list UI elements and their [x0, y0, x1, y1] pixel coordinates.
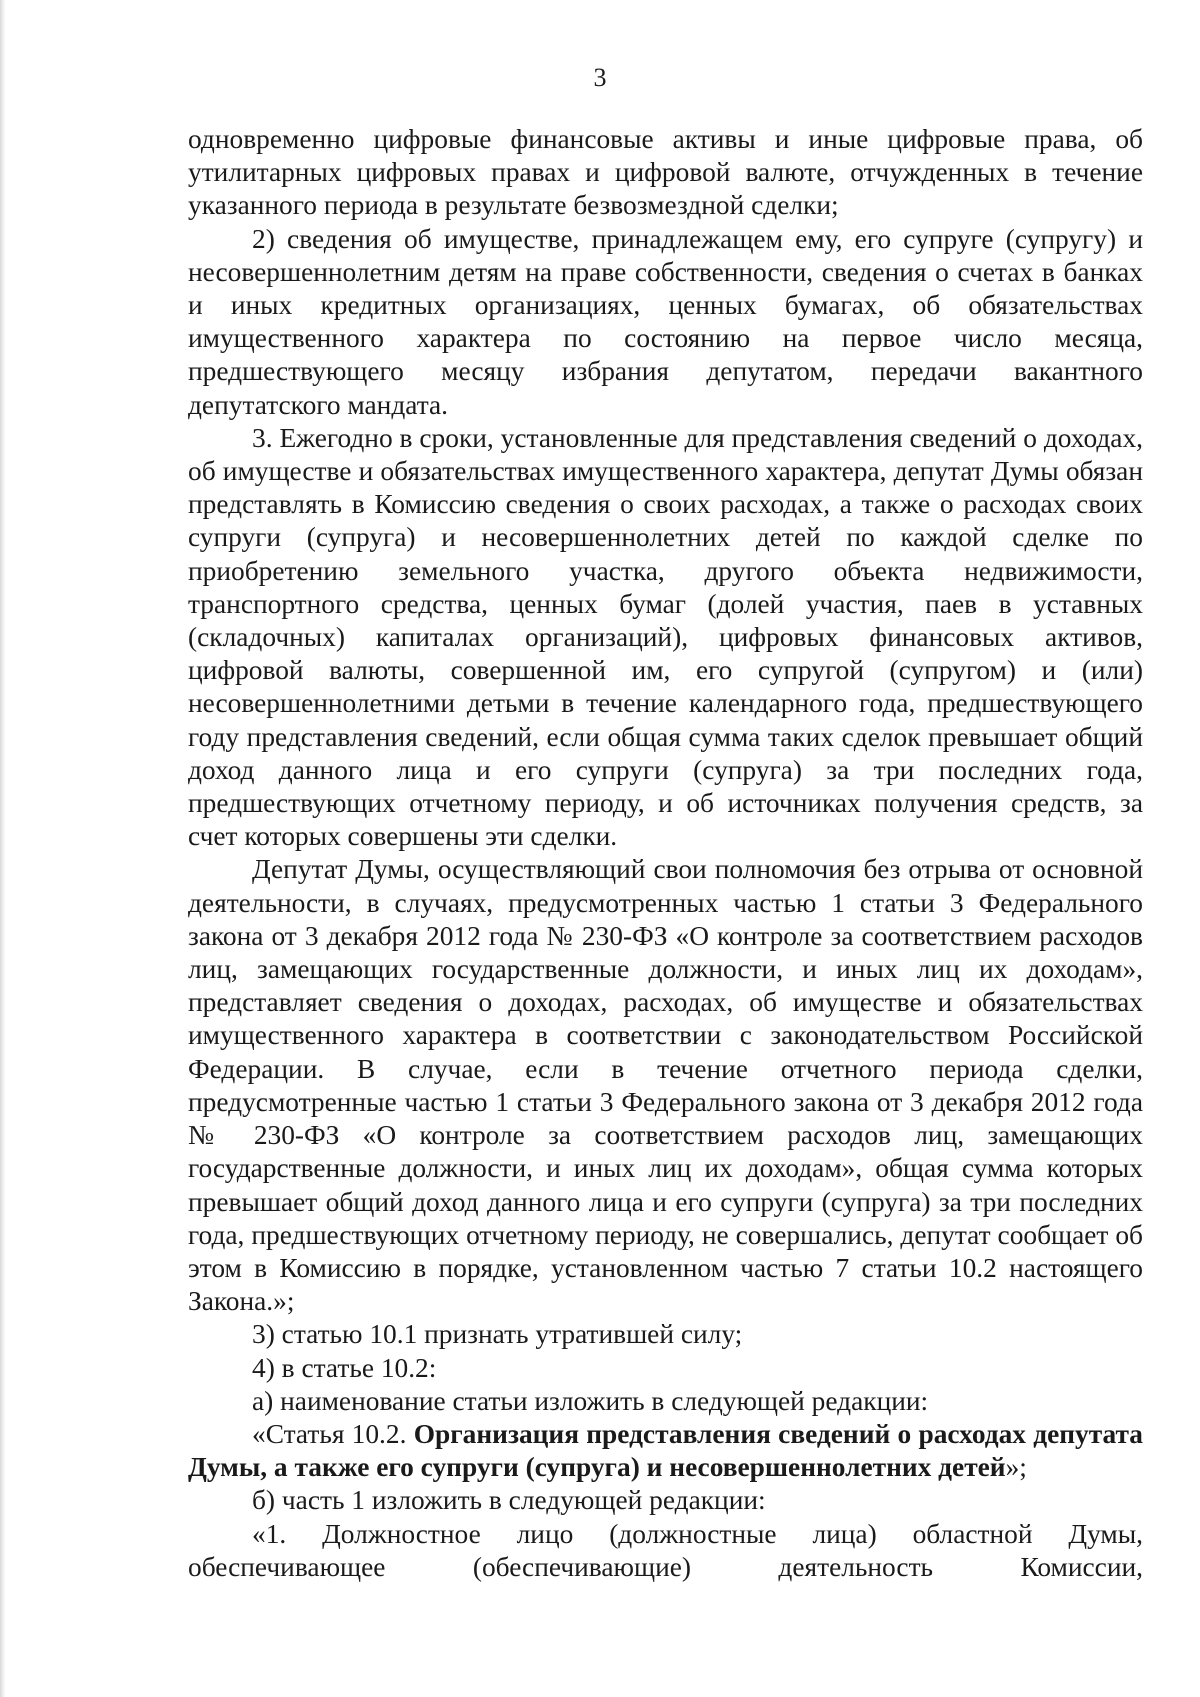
paragraph-deputy-duty: Депутат Думы, осуществляющий свои полномочия без отрыва от основной деятельности, в случаях, предусмотренных частью 1 статьи 3 Федерального закона от 3 декабря 2012 года № 230-ФЗ «О контроле за соответствием расходов лиц, замещающих государственные должности, и иных лиц их доходам», представляет сведения о доходах, расходах, об имуществе и обязательствах имущественного характера в соответствии с законодательством Российской Федерации. В случае, если в течение отчетного периода сделки, предусмотренные частью 1 статьи 3 Федерального закона от 3 декабря 2012 года № 230-ФЗ «О контроле за соответствием расходов лиц, замещающих государственные должности, и иных лиц их доходам», общая сумма которых превышает общий доход данного лица и его супруги (супруга) за три последних года, предшествующих отчетному периоду, не совершались, депутат сообщает об этом в Комиссию в порядке, установленном частью 7 статьи 10.2 настоящего Закона.»; [188, 854, 1143, 1317]
scan-edge-shadow [0, 0, 6, 1697]
paragraph-part-3: 3. Ежегодно в сроки, установленные для представления сведений о доходах, об имуществе и обязательствах имущественного характера, депутат Думы обязан представлять в Комиссию сведения о своих расходах, а также о расходах своих супруги (супруга) и несовершеннолетних детей по каждой сделке по приобретению земельного участка, другого объекта недвижимости, транспортного средства, ценных бумаг (долей участия, паев в уставных (складочных) капиталах организаций), цифровых финансовых активов, цифровой валюты, совершенной им, его супругой (супругом) и (или) несовершеннолетними детьми в течение календарного года, предшествующего году представления сведений, если общая сумма таких сделок превышает общий доход данного лица и его супруги (супруга) за три последних года, предшествующих отчетному периоду, и об источниках получения средств, за счет которых совершены эти сделки. [188, 422, 1143, 852]
page-number: 3 [593, 63, 607, 92]
document-body [188, 123, 1143, 1584]
article-heading [188, 1418, 1143, 1484]
article-heading-prefix: «Статья 10.2. [252, 1418, 414, 1449]
article-heading-suffix: »; [1005, 1452, 1027, 1483]
paragraph-item-2: 2) сведения об имуществе, принадлежащем ему, его супруге (супругу) и несовершеннолетним детям на праве собственности, сведения о счетах в банках и иных кредитных организациях, ценных бумагах, об обязательствах имущественного характера по состоянию на первое число месяца, предшествующего месяцу избрания депутатом, передачи вакантного депутатского мандата. [188, 223, 1143, 420]
paragraph-item-a: а) наименование статьи изложить в следующей редакции: [252, 1385, 929, 1416]
paragraph-item-3: 3) статью 10.1 признать утратившей силу; [252, 1319, 743, 1350]
paragraph-item-b: б) часть 1 изложить в следующей редакции: [252, 1485, 766, 1516]
paragraph-continuation: одновременно цифровые финансовые активы и иные цифровые права, об утилитарных цифровых правах и цифровой валюте, отчужденных в течение указанного периода в результате безвозмездной сделки; [188, 124, 1143, 221]
article-heading-title: Организация представления сведений о расходах депутата Думы, а также его супруги (супруга) и несовершеннолетних детей [188, 1418, 1143, 1483]
paragraph-item-4: 4) в статье 10.2: [252, 1352, 437, 1383]
paragraph-part-1-start: «1. Должностное лицо (должностные лица) областной Думы, обеспечивающее (обеспечивающие) деятельность Комиссии, [188, 1518, 1143, 1582]
